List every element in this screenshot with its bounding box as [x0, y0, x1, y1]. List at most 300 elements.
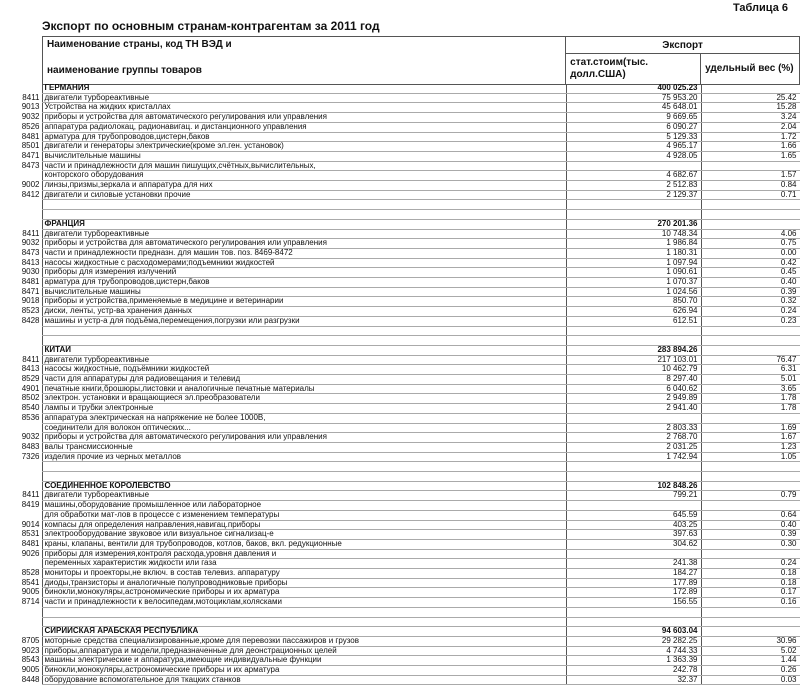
- table-row: [0, 549, 800, 559]
- row-name: двигатели и силовые установки прочие: [42, 190, 566, 200]
- row-value: 29 282.25: [566, 636, 701, 646]
- row-code: 9032: [21, 238, 40, 248]
- row-share: 0.18: [701, 569, 800, 579]
- row-share: 15.28: [701, 103, 800, 113]
- row-name: приборы для измерения,контроля расхода,уровня давления и: [42, 549, 566, 559]
- row-name: [42, 472, 566, 482]
- row-name: двигатели турбореактивные: [42, 93, 566, 103]
- header-export: Экспорт: [566, 37, 800, 54]
- row-code: [0, 210, 42, 220]
- table-row: [0, 384, 800, 394]
- row-share: 0.23: [701, 316, 800, 326]
- row-value: 403.25: [566, 520, 701, 530]
- row-value: 850.70: [566, 297, 701, 307]
- table-row: [0, 520, 800, 530]
- row-name: соединители для волокон оптических...: [42, 423, 566, 433]
- row-code: 8428: [21, 316, 40, 325]
- country-name: СИРИЙСКАЯ АРАБСКАЯ РЕСПУБЛИКА: [42, 627, 566, 637]
- country-total: 400 025.23: [566, 84, 701, 93]
- row-value: 2 949.89: [566, 394, 701, 404]
- row-value: 184.27: [566, 569, 701, 579]
- table-row: [0, 413, 800, 423]
- row-share: 1.66: [701, 142, 800, 152]
- row-code: 9032: [21, 112, 40, 122]
- table-row: [0, 181, 800, 191]
- row-code: [0, 510, 42, 520]
- row-share: 1.78: [701, 404, 800, 414]
- row-share: 0.24: [701, 559, 800, 569]
- row-share: 0.64: [701, 510, 800, 520]
- row-name: печатные книги,брошюры,листовки и аналогичные печатные материалы: [42, 384, 566, 394]
- row-name: электрон. установки и вращающиеся эл.преобразователи: [42, 394, 566, 404]
- table-row: [0, 666, 800, 676]
- row-name: диоды,транзисторы и аналогичные полупроводниковые приборы: [42, 578, 566, 588]
- country-share: [701, 84, 800, 93]
- row-share: 1.67: [701, 433, 800, 443]
- country-group-row: [0, 84, 800, 93]
- table-row: [0, 113, 800, 123]
- row-code: 8471: [21, 151, 40, 160]
- row-name: [42, 617, 566, 627]
- row-value: 32.37: [566, 675, 701, 685]
- table-title: Экспорт по основным странам-контрагентам за 2011 год: [42, 19, 380, 33]
- table-row: [0, 132, 800, 142]
- row-share: 6.31: [701, 365, 800, 375]
- row-code: [0, 171, 42, 181]
- row-code: [0, 617, 42, 627]
- row-value: [566, 210, 701, 220]
- row-name: приборы,аппаратура и модели,предназначенные для деонстрационных целей: [42, 646, 566, 656]
- row-value: 45 648.01: [566, 103, 701, 113]
- row-share: 1.05: [701, 452, 800, 462]
- row-code: 8471: [21, 287, 40, 296]
- row-share: [701, 413, 800, 423]
- country-group-row: [0, 627, 800, 637]
- row-share: 3.24: [701, 113, 800, 123]
- row-name: линзы,призмы,зеркала и аппаратура для них: [42, 181, 566, 191]
- row-value: 241.38: [566, 559, 701, 569]
- header-value: стат.стоим(тыс. долл.США): [566, 54, 701, 85]
- row-share: 0.24: [701, 307, 800, 317]
- row-share: [701, 617, 800, 627]
- row-value: 10 462.79: [566, 365, 701, 375]
- row-value: 645.59: [566, 510, 701, 520]
- row-value: [566, 549, 701, 559]
- table-row: [0, 433, 800, 443]
- blank-row: [0, 472, 800, 482]
- row-code: 7326: [21, 452, 40, 461]
- row-code: 8529: [21, 374, 40, 384]
- row-code: 9013: [21, 102, 40, 112]
- row-name: машины,оборудование промышленное или лабораторное: [42, 501, 566, 511]
- row-code: [0, 559, 42, 569]
- row-value: 2 129.37: [566, 190, 701, 200]
- row-name: приборы и устройства для автоматического регулирования или управления: [42, 239, 566, 249]
- table-row: [0, 598, 800, 608]
- row-name: части и принадлежности к велосипедам,мотоциклам,колясками: [42, 598, 566, 608]
- row-value: 2 031.25: [566, 442, 701, 452]
- table-row: [0, 442, 800, 452]
- blank-row: [0, 462, 800, 472]
- country-total: 270 201.36: [566, 219, 701, 229]
- row-value: 1 097.94: [566, 258, 701, 268]
- row-code: 9014: [21, 520, 40, 529]
- row-share: [701, 607, 800, 617]
- row-code: 8413: [21, 364, 40, 374]
- table-row: [0, 675, 800, 685]
- row-share: 76.47: [701, 355, 800, 365]
- table-row: [0, 355, 800, 365]
- row-name: вычислительные машины: [42, 287, 566, 297]
- table-row: [0, 297, 800, 307]
- row-code: 9032: [21, 432, 40, 442]
- row-share: 0.00: [701, 248, 800, 258]
- row-name: машины электрические и аппаратура,имеющие индивидуальные функции: [42, 656, 566, 666]
- row-value: 626.94: [566, 307, 701, 317]
- row-value: 2 803.33: [566, 423, 701, 433]
- row-value: 4 965.17: [566, 142, 701, 152]
- row-name: [42, 200, 566, 210]
- row-value: [566, 413, 701, 423]
- row-share: 4.06: [701, 229, 800, 239]
- row-value: 2 768.70: [566, 433, 701, 443]
- row-code: 8502: [21, 393, 40, 403]
- table-row: [0, 375, 800, 385]
- table-row: [0, 530, 800, 540]
- row-value: 242.78: [566, 666, 701, 676]
- row-value: 4 928.05: [566, 151, 701, 161]
- row-code: 8411: [22, 490, 40, 500]
- country-group-row: [0, 219, 800, 229]
- row-name: двигатели турбореактивные: [42, 491, 566, 501]
- row-value: [566, 336, 701, 346]
- row-name: [42, 336, 566, 346]
- row-code: [0, 607, 42, 617]
- table-row: [0, 248, 800, 258]
- row-code: 8540: [21, 403, 40, 413]
- row-value: 6 090.27: [566, 122, 701, 132]
- table-number: Таблица 6: [732, 2, 788, 14]
- row-value: [566, 326, 701, 336]
- group-code: [0, 219, 42, 229]
- table-row: [0, 423, 800, 433]
- row-name: конторского оборудования: [42, 171, 566, 181]
- table-row: [0, 151, 800, 161]
- row-value: 217 103.01: [566, 355, 701, 365]
- row-code: 8483: [21, 442, 40, 451]
- table-row: [0, 636, 800, 646]
- table-row: [0, 510, 800, 520]
- row-code: 9002: [21, 180, 40, 190]
- row-share: [701, 326, 800, 336]
- row-share: 2.04: [701, 122, 800, 132]
- row-code: 8481: [21, 132, 40, 141]
- row-share: [701, 336, 800, 346]
- row-name: для обработки мат-лов в процессе с изменением температуры: [42, 510, 566, 520]
- row-share: 0.26: [701, 666, 800, 676]
- row-value: [566, 617, 701, 627]
- header-name-column: [43, 37, 566, 85]
- table-row: [0, 559, 800, 569]
- row-name: арматура для трубопроводов,цистерн,баков: [42, 132, 566, 142]
- row-name: насосы жидкостные с расходомерами;подъемники жидкостей: [42, 258, 566, 268]
- row-share: 5.01: [701, 375, 800, 385]
- row-code: 9023: [21, 646, 40, 655]
- row-name: [42, 607, 566, 617]
- row-code: 8473: [21, 248, 40, 257]
- table-row: [0, 190, 800, 200]
- row-share: [701, 161, 800, 171]
- table-row: [0, 394, 800, 404]
- row-name: машины и устр-а для подъёма,перемещения,погрузки или разгрузки: [42, 316, 566, 326]
- row-share: 30.96: [701, 636, 800, 646]
- row-name: моторные средства специализированные,кроме для перевозки пассажиров и грузов: [42, 636, 566, 646]
- row-code: 8705: [21, 636, 40, 645]
- country-name: ГЕРМАНИЯ: [42, 84, 566, 93]
- country-group-row: [0, 345, 800, 355]
- country-name: СОЕДИНЁННОЕ КОРОЛЕВСТВО: [42, 481, 566, 491]
- row-share: [701, 472, 800, 482]
- country-total: 102 848.26: [566, 481, 701, 491]
- row-share: 1.65: [701, 151, 800, 161]
- row-code: 9026: [21, 549, 40, 558]
- row-name: насосы жидкостные, подъёмники жидкостей: [42, 365, 566, 375]
- row-value: 75 953.20: [566, 93, 701, 103]
- row-code: [0, 336, 42, 346]
- row-share: [701, 200, 800, 210]
- row-value: 1 180.31: [566, 248, 701, 258]
- country-group-row: [0, 481, 800, 491]
- row-value: [566, 501, 701, 511]
- table-row: [0, 539, 800, 549]
- table-row: [0, 161, 800, 171]
- row-share: [701, 501, 800, 511]
- row-name: приборы и устройства для автоматического регулирования или управления: [42, 433, 566, 443]
- row-value: 10 748.34: [566, 229, 701, 239]
- header-name-line1: Наименование страны, код ТН ВЭД и: [47, 39, 232, 50]
- row-share: [701, 549, 800, 559]
- table-row: [0, 278, 800, 288]
- row-name: аппаратура электрическая на напряжение не более 1000В,: [42, 413, 566, 423]
- table-row: [0, 287, 800, 297]
- country-share: [701, 345, 800, 355]
- row-share: 1.78: [701, 394, 800, 404]
- row-value: 6 040.62: [566, 384, 701, 394]
- row-share: 0.03: [701, 675, 800, 685]
- row-code: 8501: [21, 141, 40, 151]
- row-share: 0.45: [701, 268, 800, 278]
- row-code: 8531: [21, 529, 40, 539]
- export-data-table: [0, 84, 800, 685]
- table-row: [0, 171, 800, 181]
- row-name: аппаратура радиолокац, радионавигац. и дистанционного управления: [42, 122, 566, 132]
- row-name: двигатели турбореактивные: [42, 355, 566, 365]
- row-value: 612.51: [566, 316, 701, 326]
- table-row: [0, 122, 800, 132]
- table-row: [0, 578, 800, 588]
- row-value: 172.89: [566, 588, 701, 598]
- table-row: [0, 365, 800, 375]
- header-table: [42, 36, 800, 85]
- row-share: 0.84: [701, 181, 800, 191]
- row-code: 8481: [21, 539, 40, 548]
- row-name: краны, клапаны, вентили для трубопроводов, котлов, баков, вкл. редукционные: [42, 539, 566, 549]
- group-code: [0, 627, 42, 637]
- row-name: двигатели и генераторы электрические(кроме эл.ген. установок): [42, 142, 566, 152]
- row-name: вычислительные машины: [42, 151, 566, 161]
- row-code: 8541: [21, 578, 40, 587]
- table-row: [0, 491, 800, 501]
- row-value: 1 742.94: [566, 452, 701, 462]
- row-code: 8411: [22, 229, 40, 238]
- row-share: 5.02: [701, 646, 800, 656]
- table-row: [0, 316, 800, 326]
- country-share: [701, 219, 800, 229]
- country-name: КИТАЙ: [42, 345, 566, 355]
- group-code: [0, 345, 42, 355]
- row-value: 304.62: [566, 539, 701, 549]
- country-share: [701, 627, 800, 637]
- row-value: 397.63: [566, 530, 701, 540]
- row-value: 1 363.39: [566, 656, 701, 666]
- row-share: 0.40: [701, 520, 800, 530]
- row-code: 8536: [21, 413, 40, 422]
- blank-row: [0, 210, 800, 220]
- table-row: [0, 229, 800, 239]
- row-name: [42, 462, 566, 472]
- row-code: 8481: [21, 277, 40, 287]
- row-value: 5 129.33: [566, 132, 701, 142]
- blank-row: [0, 607, 800, 617]
- row-value: 1 986.84: [566, 239, 701, 249]
- row-name: части и принадлежности для машин пишущих,счётных,вычислительных,: [42, 161, 566, 171]
- row-share: 1.57: [701, 171, 800, 181]
- row-name: [42, 210, 566, 220]
- row-name: мониторы и проекторы,не включ. в состав телевиз. аппаратуру: [42, 569, 566, 579]
- table-row: [0, 142, 800, 152]
- row-value: 177.89: [566, 578, 701, 588]
- row-name: изделия прочие из черных металлов: [42, 452, 566, 462]
- row-name: арматура для трубопроводов,цистерн,баков: [42, 278, 566, 288]
- row-share: 1.72: [701, 132, 800, 142]
- row-code: 9018: [21, 296, 40, 306]
- row-name: Устройства на жидких кристаллах: [42, 103, 566, 113]
- row-code: 8528: [21, 568, 40, 578]
- table-row: [0, 404, 800, 414]
- row-code: [0, 326, 42, 336]
- row-name: [42, 326, 566, 336]
- row-name: части для аппаратуры для радиовещания и телевид: [42, 375, 566, 385]
- row-name: валы трансмиссионные: [42, 442, 566, 452]
- row-value: [566, 607, 701, 617]
- row-code: 8473: [21, 161, 40, 170]
- row-value: [566, 462, 701, 472]
- row-value: 1 024.56: [566, 287, 701, 297]
- row-share: 1.69: [701, 423, 800, 433]
- table-row: [0, 452, 800, 462]
- table-row: [0, 646, 800, 656]
- row-share: 3.65: [701, 384, 800, 394]
- row-share: 0.18: [701, 578, 800, 588]
- row-value: [566, 161, 701, 171]
- row-code: 8411: [22, 355, 40, 364]
- row-share: 0.42: [701, 258, 800, 268]
- row-name: бинокли,монокуляры,астрономические приборы и их арматура: [42, 666, 566, 676]
- row-name: приборы и устройства для автоматического регулирования или управления: [42, 113, 566, 123]
- row-code: 8412: [21, 190, 40, 199]
- table-row: [0, 103, 800, 113]
- header-name-line2: наименование группы товаров: [47, 65, 202, 76]
- row-value: 4 682.67: [566, 171, 701, 181]
- row-code: 9005: [21, 587, 40, 597]
- row-name: переменных характеристик жидкости или газа: [42, 559, 566, 569]
- country-name: ФРАНЦИЯ: [42, 219, 566, 229]
- row-share: 0.75: [701, 239, 800, 249]
- row-share: 25.42: [701, 93, 800, 103]
- row-value: 8 297.40: [566, 375, 701, 385]
- row-name: бинокли,монокуляры,астрономические приборы и их арматура: [42, 588, 566, 598]
- row-code: [0, 200, 42, 210]
- row-code: [0, 462, 42, 472]
- table-row: [0, 588, 800, 598]
- group-code: [0, 84, 42, 93]
- row-name: электрооборудование звуковое или визуальное сигнализац-е: [42, 530, 566, 540]
- row-code: 8448: [21, 675, 40, 684]
- row-name: приборы и устройства,применяемые в медицине и ветеринарии: [42, 297, 566, 307]
- row-code: 4901: [21, 384, 40, 393]
- row-code: 8526: [21, 122, 40, 131]
- row-value: [566, 472, 701, 482]
- group-code: [0, 481, 42, 491]
- row-share: 0.79: [701, 491, 800, 501]
- row-value: [566, 200, 701, 210]
- table-row: [0, 258, 800, 268]
- table-row: [0, 569, 800, 579]
- table-row: [0, 307, 800, 317]
- row-value: 1 070.37: [566, 278, 701, 288]
- row-code: 9005: [21, 665, 40, 675]
- row-code: 8523: [21, 306, 40, 316]
- row-name: оборудование вспомогательное для ткацких станков: [42, 675, 566, 685]
- blank-row: [0, 326, 800, 336]
- row-share: 0.17: [701, 588, 800, 598]
- country-total: 94 603.04: [566, 627, 701, 637]
- row-share: 0.30: [701, 539, 800, 549]
- row-share: 0.16: [701, 598, 800, 608]
- row-name: компасы для определения направления,навигац.приборы: [42, 520, 566, 530]
- table-row: [0, 501, 800, 511]
- blank-row: [0, 200, 800, 210]
- row-value: 799.21: [566, 491, 701, 501]
- row-share: 0.40: [701, 278, 800, 288]
- row-name: диски, ленты, устр-ва хранения данных: [42, 307, 566, 317]
- row-code: 8411: [22, 93, 40, 102]
- row-code: 8413: [21, 258, 40, 267]
- table-row: [0, 93, 800, 103]
- country-total: 283 894.26: [566, 345, 701, 355]
- row-value: 1 090.61: [566, 268, 701, 278]
- row-share: 0.39: [701, 287, 800, 297]
- row-code: [0, 472, 42, 482]
- table-row: [0, 656, 800, 666]
- row-share: 0.71: [701, 190, 800, 200]
- row-name: двигатели турбореактивные: [42, 229, 566, 239]
- row-value: 9 669.65: [566, 113, 701, 123]
- row-value: 4 744.33: [566, 646, 701, 656]
- row-name: лампы и трубки электронные: [42, 404, 566, 414]
- row-share: [701, 210, 800, 220]
- table-row: [0, 239, 800, 249]
